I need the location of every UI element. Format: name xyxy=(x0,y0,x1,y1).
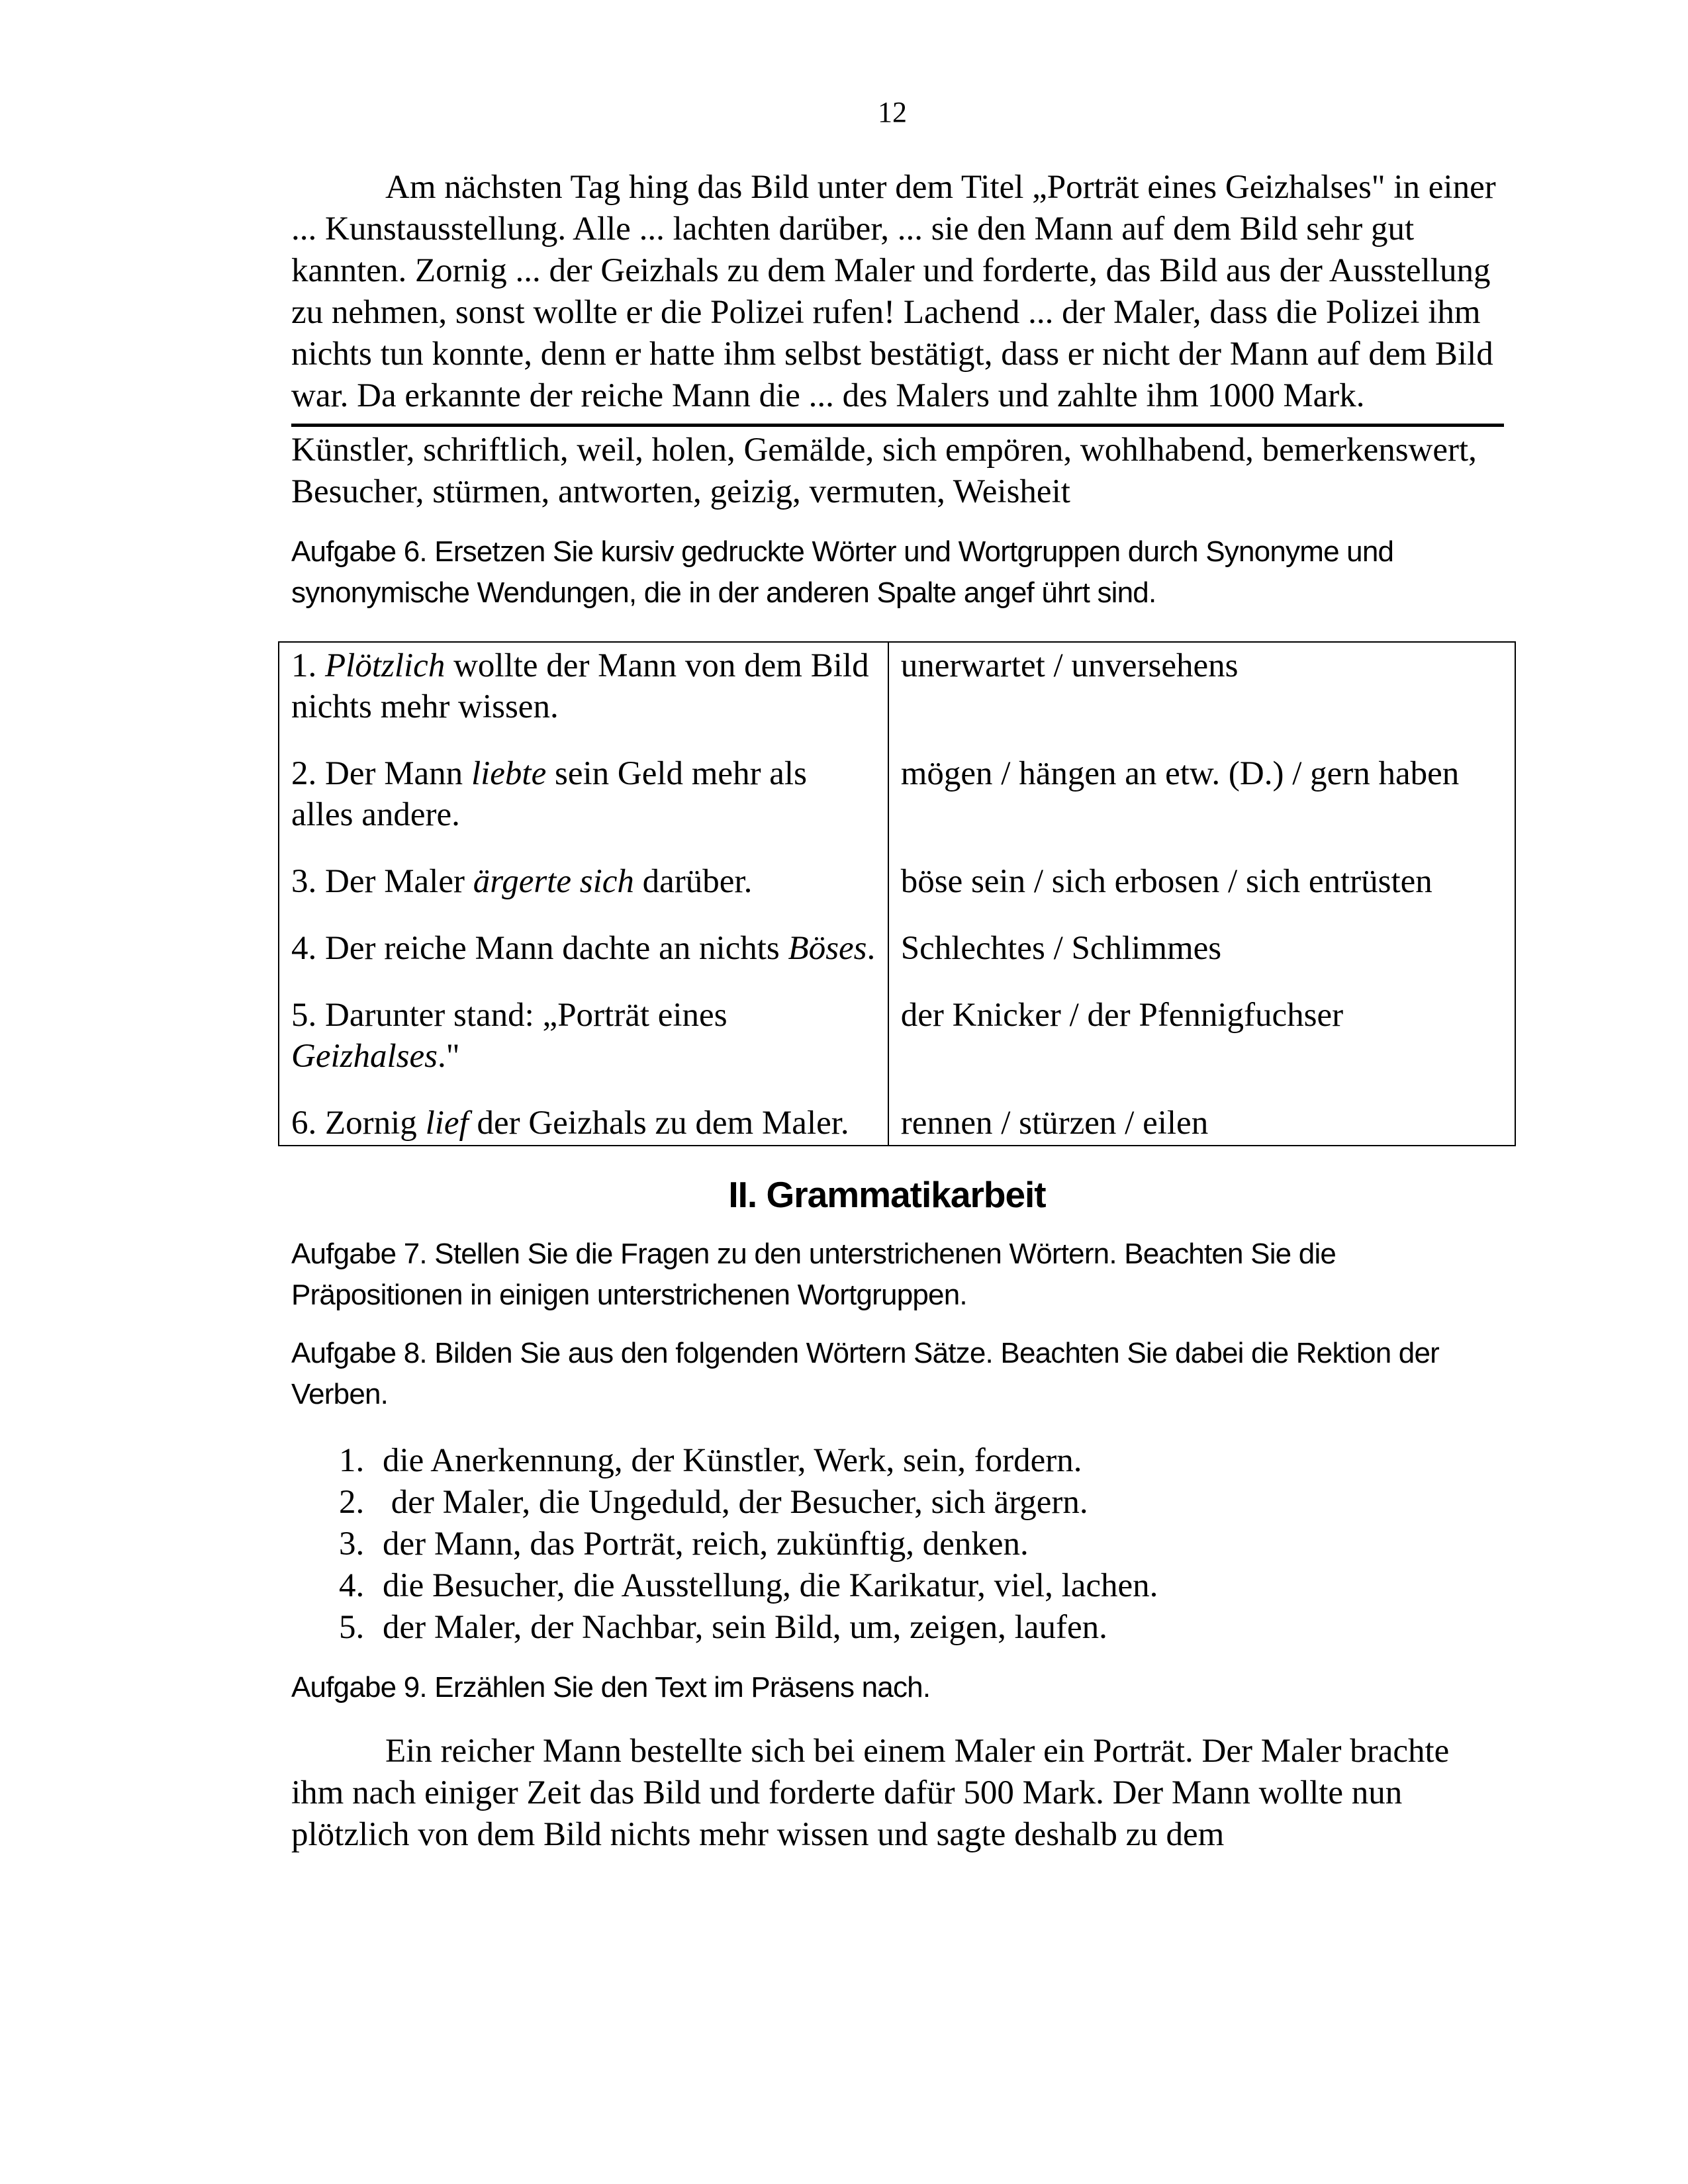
sentence-text: 6. Zornig xyxy=(291,1105,426,1142)
synonyms-cell: mögen / hängen an etw. (D.) / gern haben xyxy=(888,753,1515,861)
page-content xyxy=(291,167,1504,1856)
list-number: 5. xyxy=(339,1609,365,1646)
list-item-text: die Besucher, die Ausstellung, die Karikatur, viel, lachen. xyxy=(383,1567,1158,1604)
table-row xyxy=(279,861,1515,928)
list-item-text: der Maler, die Ungeduld, der Besucher, sich ärgern. xyxy=(383,1484,1088,1521)
text-continuation-paragraph: Am nächsten Tag hing das Bild unter dem Titel „Porträt eines Geizhalses" in einer ... Kunstausstellung. Alle ... lachten darüber, ... sie den Mann auf dem Bild sehr gut kannten. Zornig ... der Geizhals zu dem Maler und forderte, das Bild aus der Ausstellung zu nehmen, sonst wollte er die Polizei rufen! Lachend ... der Maler, dass die Polizei ihm nichts tun konnte, denn er hatte ihm selbst bestätigt, dass er nicht der Mann auf dem Bild war. Da erkannte der reiche Mann die ... des Malers und zahlte ihm 1000 Mark. xyxy=(291,169,1496,414)
sentence-text: wollte der Mann von dem Bild nichts mehr wissen. xyxy=(291,647,869,725)
task-8-list xyxy=(291,1440,1504,1649)
sentence-text: darüber. xyxy=(633,863,753,900)
list-number: 1. xyxy=(339,1442,365,1479)
list-item xyxy=(291,1565,1504,1607)
table-row xyxy=(279,995,1515,1103)
synonyms-cell: unerwartet / unversehens xyxy=(888,642,1515,753)
list-number: 4. xyxy=(339,1567,365,1604)
synonyms-cell: böse sein / sich erbosen / sich entrüsten xyxy=(888,861,1515,928)
table-row xyxy=(279,642,1515,753)
italic-word: liebte xyxy=(471,755,547,792)
list-item-text: die Anerkennung, der Künstler, Werk, sein, fordern. xyxy=(383,1442,1082,1479)
sentence-text: 4. Der reiche Mann dachte an nichts xyxy=(291,930,788,967)
list-item xyxy=(291,1440,1504,1482)
table-row xyxy=(279,928,1515,995)
list-item-text: der Maler, der Nachbar, sein Bild, um, zeigen, laufen. xyxy=(383,1609,1107,1646)
italic-word: Böses xyxy=(788,930,867,967)
sentence-cell xyxy=(279,1103,888,1146)
section-heading: II. Grammatikarbeit xyxy=(728,1174,1046,1215)
sentence-cell xyxy=(279,928,888,995)
sentence-text: . xyxy=(867,930,876,967)
sentence-cell xyxy=(279,861,888,928)
task-9-title: Aufgabe 9. Erzählen Sie den Text im Präsens nach. xyxy=(291,1671,931,1704)
sentence-text: 2. Der Mann xyxy=(291,755,471,792)
table-row xyxy=(279,1103,1515,1146)
task-9-paragraph: Ein reicher Mann bestellte sich bei einem Maler ein Porträt. Der Maler brachte ihm nach einiger Zeit das Bild und forderte dafür 500 Mark. Der Mann wollte nun plötzlich von dem Bild nichts mehr wissen und sagte deshalb zu dem xyxy=(291,1733,1450,1853)
synonyms-cell: rennen / stürzen / eilen xyxy=(888,1103,1515,1146)
sentence-text: der Geizhals zu dem Maler. xyxy=(468,1105,849,1142)
task-7-title: Aufgabe 7. Stellen Sie die Fragen zu den unterstrichenen Wörtern. Beachten Sie die Präpositionen in einigen unterstrichenen Wortgruppen. xyxy=(291,1238,1336,1311)
sentence-text: ." xyxy=(437,1038,460,1075)
sentence-text: sein Geld mehr als alles andere. xyxy=(291,755,807,833)
sentence-cell xyxy=(279,642,888,753)
italic-word: lief xyxy=(425,1105,469,1142)
task-6-title: Aufgabe 6. Ersetzen Sie kursiv gedruckte Wörter und Wortgruppen durch Synonyme und synonymische Wendungen, die in der anderen Spalte angef ührt sind. xyxy=(291,535,1394,609)
list-item xyxy=(291,1607,1504,1649)
italic-word: Geizhalses xyxy=(291,1038,438,1075)
sentence-cell xyxy=(279,995,888,1103)
sentence-text: 5. Darunter stand: „Porträt eines xyxy=(291,997,727,1034)
page-number: 12 xyxy=(878,96,907,128)
task-8-title: Aufgabe 8. Bilden Sie aus den folgenden Wörtern Sätze. Beachten Sie dabei die Rektion der Verben. xyxy=(291,1337,1440,1410)
sentence-cell xyxy=(279,753,888,861)
synonym-table xyxy=(278,641,1516,1146)
synonyms-cell: Schlechtes / Schlimmes xyxy=(888,928,1515,995)
list-item xyxy=(291,1482,1504,1524)
sentence-text: 1. xyxy=(291,647,325,684)
list-number: 2. xyxy=(339,1484,365,1521)
italic-word: Plötzlich xyxy=(325,647,445,684)
synonyms-cell: der Knicker / der Pfennigfuchser xyxy=(888,995,1515,1103)
list-item xyxy=(291,1524,1504,1565)
italic-word: ärgerte sich xyxy=(473,863,634,900)
list-number: 3. xyxy=(339,1525,365,1563)
word-bank: Künstler, schriftlich, weil, holen, Gemälde, sich empören, wohlhabend, bemerkenswert, Besucher, stürmen, antworten, geizig, vermuten, Weisheit xyxy=(291,432,1477,510)
sentence-text: 3. Der Maler xyxy=(291,863,473,900)
word-bank-divider xyxy=(291,424,1504,427)
table-row xyxy=(279,753,1515,861)
list-item-text: der Mann, das Porträt, reich, zukünftig, denken. xyxy=(383,1525,1029,1563)
